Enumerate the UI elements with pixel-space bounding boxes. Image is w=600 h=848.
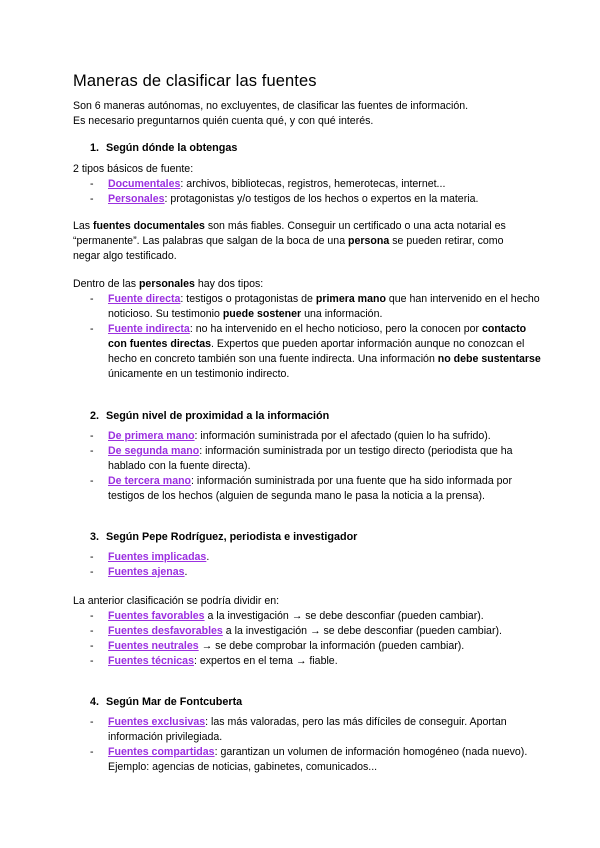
section-1-heading — [73, 142, 237, 154]
term: De tercera mano — [108, 475, 192, 487]
section-title: Según dónde la obtengas — [106, 142, 238, 154]
source-type-list — [73, 177, 543, 207]
bold-text: puede sostener — [222, 308, 302, 320]
item-text: . — [206, 551, 210, 563]
item-text: : garantizan un volumen de información homogéneo (nada nuevo). Ejemplo: agencias de noticias, gabinetes, comunicados... — [108, 746, 528, 773]
text: : testigos o protagonistas de — [180, 293, 316, 305]
list-item — [73, 322, 543, 382]
involvement-list — [73, 550, 543, 580]
section-4-list — [73, 715, 543, 775]
section-title: Según nivel de proximidad a la información — [106, 410, 330, 422]
section-1-types — [73, 162, 543, 207]
item-text: a la investigación → se debe desconfiar (pueden cambiar). — [222, 625, 502, 637]
bold-text: personales — [138, 278, 195, 290]
item-text: → se debe comprobar la información (pueden cambiar). — [198, 640, 465, 652]
section-4-heading — [73, 696, 242, 708]
term: Fuente directa — [108, 293, 181, 305]
term: Fuentes favorables — [108, 610, 205, 622]
section-2-list — [73, 429, 543, 504]
personal-source-list — [73, 292, 543, 382]
section-number: 2. — [90, 410, 100, 422]
item-text: : información suministrada por un testigo directo (periodista que ha hablado con la fuente directa). — [108, 445, 513, 472]
list-item — [73, 444, 543, 474]
item-text: : archivos, bibliotecas, registros, hemerotecas, internet... — [180, 178, 446, 190]
list-item — [73, 624, 543, 639]
term: De primera mano — [108, 430, 195, 442]
term: De segunda mano — [108, 445, 200, 457]
term: Fuentes técnicas — [108, 655, 194, 667]
list-item — [73, 609, 543, 624]
section-3-list — [73, 550, 543, 580]
section-2-heading — [73, 410, 329, 422]
text: que han intervenido en el hecho noticioso. Su testimonio — [108, 293, 540, 320]
item-text: : protagonistas y/o testigos de los hechos o expertos en la materia. — [164, 193, 479, 205]
term: Fuente indirecta — [108, 323, 190, 335]
bold-text: fuentes documentales — [93, 220, 205, 232]
list-item — [73, 292, 543, 322]
section-number: 3. — [90, 531, 100, 543]
list-item — [73, 474, 543, 504]
text: Dentro de las — [73, 278, 139, 290]
list-item — [73, 639, 543, 654]
section-1-personales — [73, 277, 543, 382]
section-title: Según Mar de Fontcuberta — [106, 696, 243, 708]
paragraph-documentales — [73, 219, 528, 264]
list-item — [73, 654, 543, 669]
text: hay dos tipos: — [194, 278, 264, 290]
list-item — [73, 177, 543, 192]
term: Fuentes compartidas — [108, 746, 215, 758]
section-3-subdivision — [73, 594, 543, 669]
list-item — [73, 192, 543, 207]
page-title: Maneras de clasificar las fuentes — [73, 72, 317, 90]
lead-text: 2 tipos básicos de fuente: — [73, 163, 194, 175]
text: Las — [73, 220, 94, 232]
list-item — [73, 565, 543, 580]
lead-text: La anterior clasificación se podría dividir en: — [73, 595, 280, 607]
list-item — [73, 550, 543, 565]
bold-text: persona — [348, 235, 390, 247]
section-title: Según Pepe Rodríguez, periodista e investigador — [106, 531, 358, 543]
lead-text — [73, 277, 543, 292]
text: son más fiables. Conseguir un certificado o una acta notarial es “permanente”. Las palabras que salgan de la boca de una — [73, 220, 506, 247]
term: Documentales — [108, 178, 181, 190]
item-text: : expertos en el tema → fiable. — [193, 655, 338, 667]
section-number: 4. — [90, 696, 100, 708]
item-text: : las más valoradas, pero las más difíciles de conseguir. Aportan información privilegiada. — [108, 716, 507, 743]
term: Personales — [108, 193, 165, 205]
exclusivity-list — [73, 715, 543, 775]
term: Fuentes ajenas — [108, 566, 185, 578]
intro-line: Son 6 maneras autónomas, no excluyentes, de clasificar las fuentes de información. — [73, 100, 469, 112]
proximity-list — [73, 429, 543, 504]
item-text: . — [184, 566, 188, 578]
text: únicamente en un testimonio indirecto. — [108, 368, 290, 380]
term: Fuentes desfavorables — [108, 625, 223, 637]
item-text: a la investigación → se debe desconfiar (pueden cambiar). — [204, 610, 484, 622]
section-3-heading — [73, 531, 357, 543]
text: una información. — [301, 308, 383, 320]
bold-text: primera mano — [315, 293, 386, 305]
intro — [73, 99, 543, 129]
term: Fuentes implicadas — [108, 551, 207, 563]
term: Fuentes exclusivas — [108, 716, 206, 728]
bold-text: contacto con fuentes directas — [108, 323, 527, 350]
text: . Expertos que pueden aportar información aunque no conozcan el hecho en concreto también son una fuente indirecta. Una información — [108, 338, 525, 365]
term: Fuentes neutrales — [108, 640, 199, 652]
item-text: : información suministrada por una fuente que ha sido informada por testigos de los hechos (alguien de segunda mano le pasa la noticia a la prensa). — [108, 475, 512, 502]
list-item — [73, 429, 543, 444]
intro-line: Es necesario preguntarnos quién cuenta qué, y con qué interés. — [73, 115, 374, 127]
bold-text: no debe sustentarse — [437, 353, 541, 365]
text: : no ha intervenido en el hecho noticioso, pero la conocen por — [189, 323, 482, 335]
stance-list — [73, 609, 543, 669]
section-number: 1. — [90, 142, 100, 154]
list-item — [73, 715, 543, 745]
text: se pueden retirar, como negar algo testificado. — [73, 235, 504, 262]
item-text: : información suministrada por el afectado (quien lo ha sufrido). — [194, 430, 491, 442]
list-item — [73, 745, 543, 775]
